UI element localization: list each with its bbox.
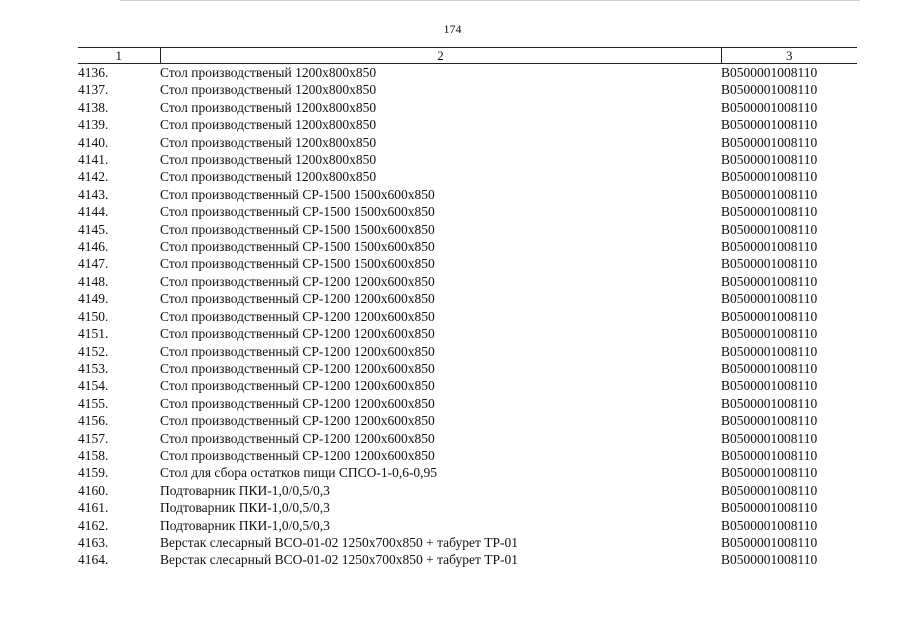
table-row (78, 64, 857, 82)
row-number: 4154. (78, 378, 109, 394)
row-number: 4157. (78, 430, 109, 446)
column-header-1: 1 (78, 48, 160, 64)
item-name: Стол производственый 1200х800х850 (160, 82, 377, 98)
table-row (78, 412, 857, 429)
item-name: Стол для сбора остатков пищи СПСО-1-0,6-0,95 (160, 465, 438, 481)
item-code: В0500001008110 (721, 326, 818, 342)
row-number: 4160. (78, 482, 109, 498)
item-code: В0500001008110 (721, 204, 818, 220)
row-number: 4153. (78, 360, 109, 376)
row-number: 4155. (78, 395, 109, 411)
table-row (78, 151, 857, 168)
item-code: В0500001008110 (721, 465, 818, 481)
table-row (78, 551, 857, 568)
item-code: В0500001008110 (721, 256, 818, 272)
row-number: 4149. (78, 291, 109, 307)
item-name: Стол производственный СР-1200 1200х600х850 (160, 360, 435, 376)
table-row (78, 377, 857, 394)
item-code: В0500001008110 (721, 360, 818, 376)
page-number: 174 (443, 22, 462, 36)
item-name: Стол производственный СР-1500 1500х600х850 (160, 186, 435, 202)
item-name: Подтоварник ПКИ-1,0/0,5/0,3 (160, 517, 330, 533)
row-number: 4151. (78, 326, 109, 342)
row-number: 4164. (78, 552, 109, 568)
table-row (78, 134, 857, 151)
item-name: Стол производственный СР-1500 1500х600х850 (160, 204, 435, 220)
item-code: В0500001008110 (721, 500, 818, 516)
table-row (78, 255, 857, 272)
table-row (78, 482, 857, 499)
row-number: 4158. (78, 447, 109, 463)
item-code: В0500001008110 (721, 65, 818, 80)
item-code: В0500001008110 (721, 517, 818, 533)
item-code: В0500001008110 (721, 169, 818, 185)
item-name: Стол производственный СР-1200 1200х600х850 (160, 395, 435, 411)
row-number: 4144. (78, 204, 109, 220)
table-row (78, 203, 857, 220)
row-number: 4141. (78, 152, 109, 168)
table-row (78, 447, 857, 464)
item-code: В0500001008110 (721, 447, 818, 463)
table-row (78, 308, 857, 325)
item-code: В0500001008110 (721, 343, 818, 359)
item-name: Стол производственый 1200х800х850 (160, 134, 377, 150)
row-number: 4143. (78, 186, 109, 202)
row-number: 4145. (78, 221, 109, 237)
item-code: В0500001008110 (721, 273, 818, 289)
item-code: В0500001008110 (721, 134, 818, 150)
item-name: Подтоварник ПКИ-1,0/0,5/0,3 (160, 482, 330, 498)
item-name: Стол производственный СР-1200 1200х600х850 (160, 273, 435, 289)
table-row (78, 325, 857, 342)
item-code: В0500001008110 (721, 82, 818, 98)
item-code: В0500001008110 (721, 186, 818, 202)
item-name: Стол производственый 1200х800х850 (160, 169, 377, 185)
item-code: В0500001008110 (721, 534, 818, 550)
table-row (78, 273, 857, 290)
item-code: В0500001008110 (721, 413, 818, 429)
row-number: 4161. (78, 500, 109, 516)
table-row (78, 430, 857, 447)
table-row (78, 534, 857, 551)
table-body (78, 64, 857, 569)
item-name: Стол производственный СР-1200 1200х600х850 (160, 413, 435, 429)
item-name: Стол производственный СР-1200 1200х600х850 (160, 447, 435, 463)
row-number: 4146. (78, 239, 109, 255)
item-name: Стол производственый 1200х800х850 (160, 65, 377, 80)
row-number: 4152. (78, 343, 109, 359)
item-code: В0500001008110 (721, 482, 818, 498)
item-code: В0500001008110 (721, 395, 818, 411)
item-name: Стол производственный СР-1500 1500х600х850 (160, 256, 435, 272)
table-row (78, 517, 857, 534)
item-code: В0500001008110 (721, 117, 818, 133)
item-code: В0500001008110 (721, 239, 818, 255)
row-number: 4142. (78, 169, 109, 185)
row-number: 4159. (78, 465, 109, 481)
item-code: В0500001008110 (721, 430, 818, 446)
table-row (78, 499, 857, 516)
row-number: 4139. (78, 117, 109, 133)
item-code: В0500001008110 (721, 99, 818, 115)
row-number: 4137. (78, 82, 109, 98)
table-row (78, 168, 857, 185)
inventory-table (78, 47, 857, 569)
table-row (78, 116, 857, 133)
item-name: Стол производственый 1200х800х850 (160, 99, 377, 115)
item-name: Стол производственый 1200х800х850 (160, 117, 377, 133)
item-name: Подтоварник ПКИ-1,0/0,5/0,3 (160, 500, 330, 516)
row-number: 4138. (78, 99, 109, 115)
table-row (78, 186, 857, 203)
table-row (78, 343, 857, 360)
item-name: Стол производственный СР-1200 1200х600х850 (160, 308, 435, 324)
item-code: В0500001008110 (721, 552, 818, 568)
table-row (78, 221, 857, 238)
table-header-row (78, 48, 857, 64)
item-name: Верстак слесарный ВСО-01-02 1250х700х850 + табурет ТР-01 (160, 552, 518, 568)
item-name: Стол производственый 1200х800х850 (160, 152, 377, 168)
table-row (78, 81, 857, 98)
item-name: Стол производственный СР-1500 1500х600х850 (160, 239, 435, 255)
row-number: 4162. (78, 517, 109, 533)
row-number: 4156. (78, 413, 109, 429)
column-header-2: 2 (160, 48, 721, 64)
item-name: Стол производственный СР-1500 1500х600х850 (160, 221, 435, 237)
item-name: Стол производственный СР-1200 1200х600х850 (160, 291, 435, 307)
item-name: Стол производственный СР-1200 1200х600х850 (160, 378, 435, 394)
item-name: Стол производственный СР-1200 1200х600х850 (160, 326, 435, 342)
row-number: 4140. (78, 134, 109, 150)
item-name: Верстак слесарный ВСО-01-02 1250х700х850 + табурет ТР-01 (160, 534, 518, 550)
table-row (78, 99, 857, 116)
row-number: 4148. (78, 273, 109, 289)
row-number: 4147. (78, 256, 109, 272)
column-header-3: 3 (721, 48, 857, 64)
item-code: В0500001008110 (721, 308, 818, 324)
table-row (78, 238, 857, 255)
item-code: В0500001008110 (721, 291, 818, 307)
scan-edge-line (120, 0, 860, 1)
table-row (78, 395, 857, 412)
item-name: Стол производственный СР-1200 1200х600х850 (160, 343, 435, 359)
table-row (78, 290, 857, 307)
item-code: В0500001008110 (721, 221, 818, 237)
row-number: 4150. (78, 308, 109, 324)
table-row (78, 464, 857, 481)
item-code: В0500001008110 (721, 378, 818, 394)
item-code: В0500001008110 (721, 152, 818, 168)
row-number: 4163. (78, 534, 109, 550)
table-row (78, 360, 857, 377)
item-name: Стол производственный СР-1200 1200х600х850 (160, 430, 435, 446)
row-number: 4136. (78, 65, 109, 80)
